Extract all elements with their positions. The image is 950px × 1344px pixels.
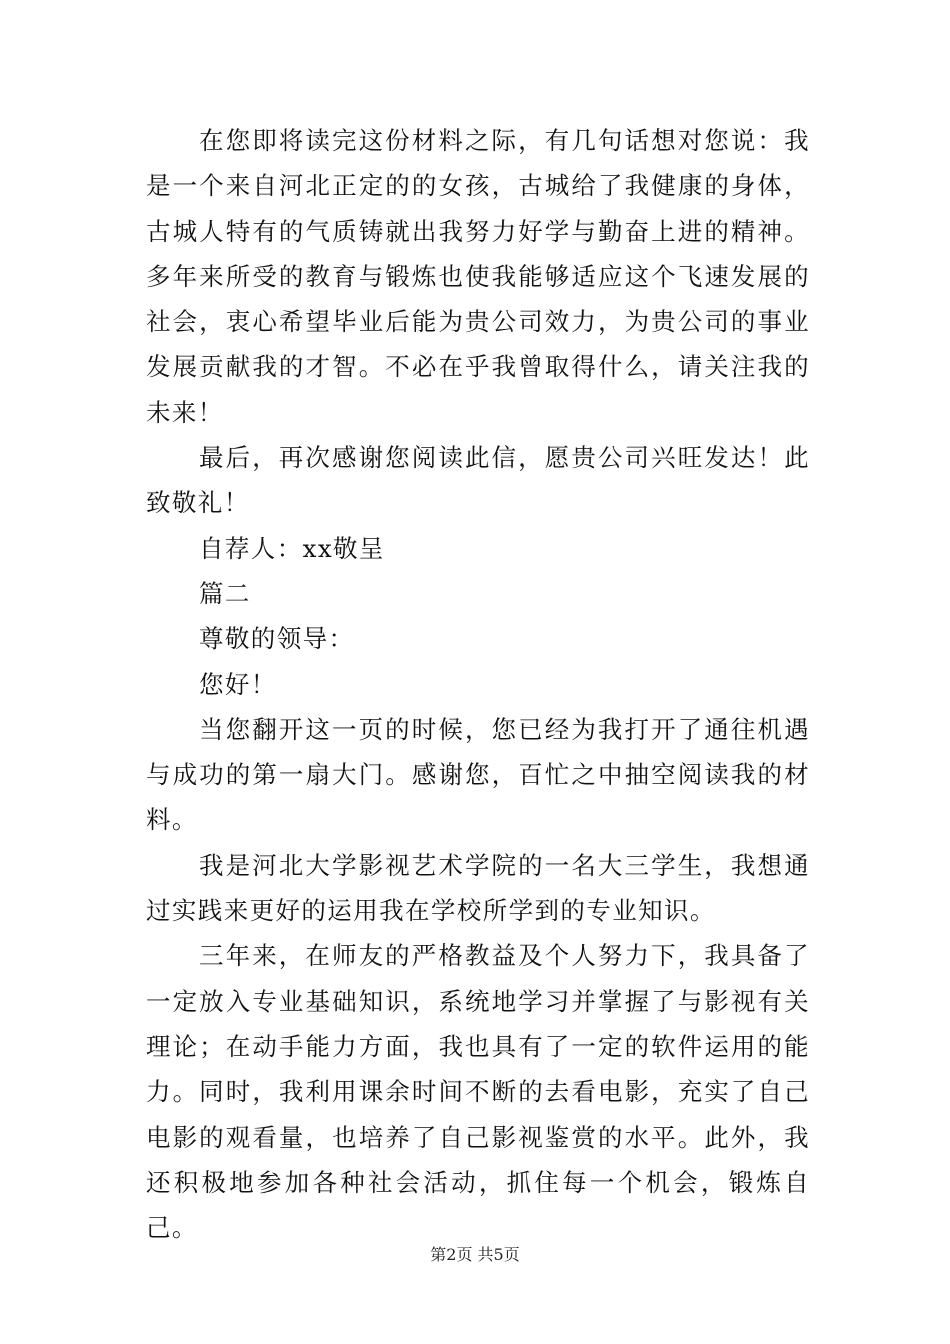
paragraph-salutation: 尊敬的领导： [199,624,355,654]
paragraph-thanks: 最后，再次感谢您阅读此信，愿贵公司兴旺发达！此致敬礼！ [146,443,810,518]
paragraph-greeting: 您好！ [199,669,277,699]
paragraph-closing-intro: 在您即将读完这份材料之际，有几句话想对您说：我是一个来自河北正定的的女孩，古城给了我健康的身体，古城人特有的气质铸就出我努力好学与勤奋上进的精神。多年来所受的教育与锻炼也使我能够适应这个飞速发展的社会，衷心希望毕业后能为贵公司效力，为贵公司的事业发展贡献我的才智。不必在乎我曾取得什么，请关注我的未来！ [146,126,810,427]
document-body [146,118,810,1250]
paragraph-experience: 三年来，在师友的严格教益及个人努力下，我具备了一定放入专业基础知识，系统地学习并掌握了与影视有关理论；在动手能力方面，我也具有了一定的软件运用的能力。同时，我利用课余时间不断的去看电影，充实了自己电影的观看量，也培养了自己影视鉴赏的水平。此外，我还积极地参加各种社会活动，抓住每一个机会，锻炼自己。 [146,941,810,1243]
page-indicator: 第2页 共5页 [430,1245,520,1264]
paragraph-self-intro: 我是河北大学影视艺术学院的一名大三学生，我想通过实践来更好的运用我在学校所学到的专业知识。 [146,850,810,926]
section-heading: 篇二 [199,578,251,608]
paragraph-signature: 自荐人：xx敬呈 [199,533,385,563]
paragraph-opening: 当您翻开这一页的时候，您已经为我打开了通往机遇与成功的第一扇大门。感谢您，百忙之中抽空阅读我的材料。 [146,714,810,835]
